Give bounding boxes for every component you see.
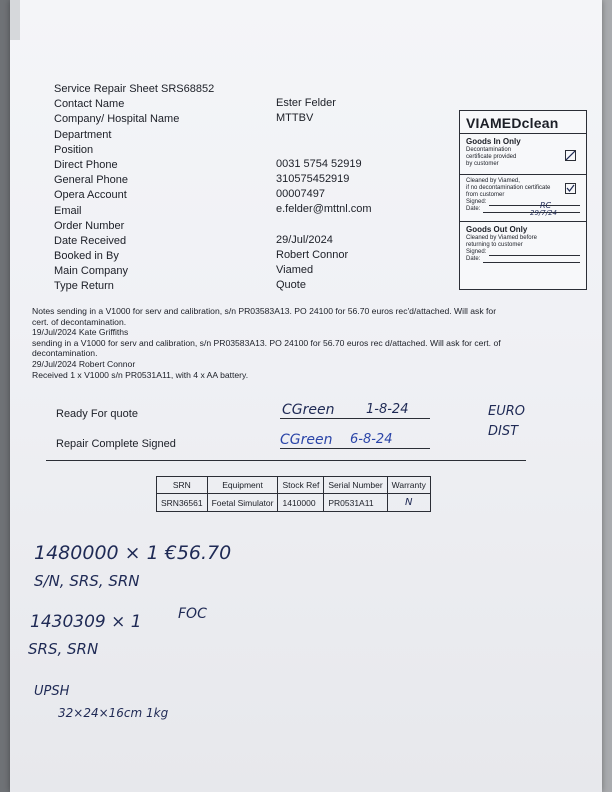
- table-cell-equipment: Foetal Simulator: [207, 494, 278, 512]
- notes-line: Received 1 x V1000 s/n PR0531A11, with 4 x AA battery.: [32, 369, 249, 380]
- label-general-phone: General Phone: [54, 174, 128, 187]
- repair-complete-signature-line: [280, 448, 430, 449]
- value-email: e.felder@mttnl.com: [276, 203, 372, 216]
- value-contact-name: Ester Felder: [276, 97, 336, 109]
- label-direct-phone: Direct Phone: [54, 158, 118, 171]
- value-company: MTTBV: [276, 112, 314, 125]
- label-opera-account: Opera Account: [54, 189, 127, 202]
- goods-out-line-1: Cleaned by Viamed before: [466, 235, 537, 241]
- label-date-received: Date Received: [54, 234, 127, 247]
- check-mark-icon: [566, 184, 575, 193]
- goods-out-signed-underline: [489, 249, 580, 256]
- goods-out-section: [460, 222, 586, 272]
- goods-in-section: [460, 134, 586, 175]
- notes-line: sending in a V1000 for serv and calibration, s/n PR03583A13. PO 24100 for 56.70 euros rec d/attached. Will ask for cert. of: [32, 337, 501, 348]
- strike-mark-icon: [566, 151, 575, 160]
- service-repair-sheet: [10, 0, 602, 792]
- table-row: [157, 494, 431, 512]
- goods-out-signed-label: Signed:: [466, 249, 487, 255]
- cleaned-date-line: [466, 206, 580, 213]
- table-cell-serial-number: PR0531A11: [324, 494, 387, 512]
- notes-line: decontamination.: [32, 348, 98, 359]
- value-opera-account: 00007497: [276, 188, 325, 201]
- page-fold: [10, 0, 20, 40]
- table-header-stock-ref: Stock Ref: [278, 477, 324, 494]
- repair-complete-signature: CGreen: [280, 432, 333, 448]
- page-shadow-right: [602, 0, 612, 792]
- value-date-received: 29/Jul/2024: [276, 233, 333, 246]
- ready-for-quote-signature-line: [280, 418, 430, 419]
- goods-out-date-underline: [483, 256, 580, 263]
- notes-line: Notes sending in a V1000 for serv and calibration, s/n PR03583A13. PO 24100 for 56.70 euros rec'd/attached. Will ask for: [32, 306, 497, 316]
- table-cell-stock-ref: 1410000: [278, 494, 324, 512]
- cleaned-checkbox[interactable]: [565, 183, 576, 194]
- cleaned-signed-underline: [489, 199, 580, 206]
- notes-block: [32, 306, 592, 380]
- handwritten-line-5: UPSH: [34, 684, 70, 699]
- cleaned-line-3: from customer: [466, 192, 505, 198]
- goods-in-heading: Goods In Only: [466, 137, 521, 146]
- handwritten-line-3-foc: FOC: [178, 606, 207, 622]
- label-booked-in-by: Booked in By: [54, 250, 119, 263]
- handwritten-line-4: SRS, SRN: [28, 640, 99, 658]
- ready-for-quote-label: Ready For quote: [56, 408, 138, 420]
- label-order-number: Order Number: [54, 219, 125, 232]
- value-booked-in-by: Robert Connor: [276, 248, 349, 261]
- label-contact-name: Contact Name: [54, 98, 125, 111]
- cleaned-signed-label: Signed:: [466, 199, 487, 205]
- label-department: Department: [54, 128, 112, 141]
- value-main-company: Viamed: [276, 264, 314, 277]
- goods-out-date-line: [466, 256, 580, 263]
- handwritten-line-6: 32×24×16cm 1kg: [58, 706, 169, 720]
- value-position: [276, 142, 372, 157]
- cleaned-section: [460, 175, 586, 222]
- value-department: [276, 126, 372, 141]
- ready-for-quote-signature: CGreen: [282, 402, 335, 418]
- field-values: [276, 96, 372, 293]
- cleaned-date-label: Date:: [466, 206, 481, 212]
- notes-line: cert. of decontamination.: [32, 316, 127, 327]
- page-shadow-left: [0, 0, 10, 792]
- equipment-table: [156, 476, 431, 512]
- notes-line: 29/Jul/2024 Robert Connor: [32, 358, 136, 369]
- table-header-warranty: Warranty: [387, 477, 430, 494]
- value-type-return: Quote: [276, 279, 306, 292]
- label-email: Email: [54, 204, 82, 217]
- handwritten-line-2: S/N, SRS, SRN: [34, 572, 140, 590]
- goods-in-line-2: certificate provided: [466, 154, 517, 160]
- label-main-company: Main Company: [54, 265, 128, 278]
- table-cell-warranty: N: [387, 494, 430, 512]
- goods-out-signed-line: [466, 249, 580, 256]
- value-order-number: [276, 218, 372, 233]
- cleaned-date-handwritten: 29/7/24: [530, 209, 557, 217]
- table-header-row: [157, 477, 431, 494]
- ready-for-quote-date: 1-8-24: [366, 402, 409, 417]
- notes-line: 19/Jul/2024 Kate Griffiths: [32, 327, 129, 338]
- goods-out-heading: Goods Out Only: [466, 225, 528, 234]
- sheet-title: Service Repair Sheet SRS68852: [54, 83, 215, 95]
- cleaned-signed-initials: RC: [540, 201, 552, 210]
- value-direct-phone: 0031 5754 52919: [276, 157, 362, 170]
- viamed-clean-logo: VIAMEDclean: [460, 111, 586, 134]
- label-position: Position: [54, 143, 94, 156]
- side-note-dist: DIST: [488, 424, 519, 439]
- cleaned-line-2: if no decontamination certificate: [466, 185, 551, 191]
- goods-out-date-label: Date:: [466, 256, 481, 262]
- table-cell-srn: SRN36561: [157, 494, 208, 512]
- table-header-srn: SRN: [157, 477, 208, 494]
- viamed-clean-box: [459, 110, 587, 290]
- cleaned-signed-line: [466, 199, 580, 206]
- table-header-equipment: Equipment: [207, 477, 278, 494]
- goods-in-line-3: by customer: [466, 161, 499, 167]
- value-general-phone: 310575452919: [276, 172, 350, 185]
- cleaned-line-1: Cleaned by Viamed,: [466, 178, 520, 184]
- handwritten-line-3: 1430309 × 1: [30, 612, 142, 632]
- handwritten-line-1: 1480000 × 1 €56.70: [34, 542, 232, 564]
- table-header-serial-number: Serial Number: [324, 477, 387, 494]
- label-type-return: Type Return: [54, 280, 114, 293]
- goods-in-line-1: Decontamination: [466, 147, 512, 153]
- label-company: Company/ Hospital Name: [54, 113, 180, 126]
- goods-out-line-2: returning to customer: [466, 242, 523, 248]
- repair-complete-label: Repair Complete Signed: [56, 438, 176, 450]
- section-divider: [46, 460, 526, 461]
- field-labels: [54, 82, 214, 295]
- repair-complete-date: 6-8-24: [350, 432, 393, 447]
- cert-provided-checkbox[interactable]: [565, 150, 576, 161]
- side-note-euro: EURO: [488, 404, 525, 419]
